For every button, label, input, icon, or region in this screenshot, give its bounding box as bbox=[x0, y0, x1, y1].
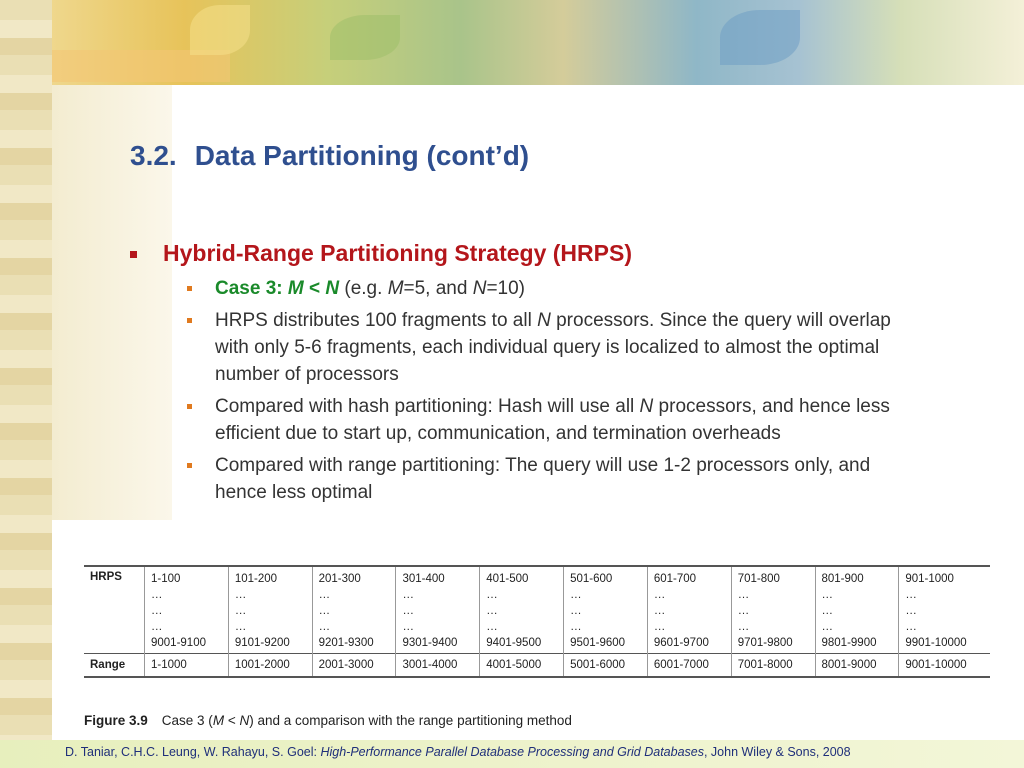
partition-table bbox=[84, 565, 990, 678]
hrps-fragment: … bbox=[905, 621, 917, 633]
hrps-fragment: 1-100 bbox=[151, 573, 181, 585]
var-n: N bbox=[325, 278, 340, 299]
hrps-fragment: 901-1000 bbox=[905, 573, 954, 585]
range-cell: 1001-2000 bbox=[228, 654, 312, 678]
sub-bullet-hash-comparison bbox=[130, 393, 915, 447]
range-cell: 6001-7000 bbox=[647, 654, 731, 678]
hrps-fragment: … bbox=[821, 589, 833, 601]
bullet-square-icon bbox=[130, 251, 137, 258]
left-decoration bbox=[0, 0, 52, 740]
hrps-fragment: … bbox=[151, 621, 163, 633]
range-cell: 8001-9000 bbox=[815, 654, 899, 678]
bullet-text: Compared with range partitioning: The query will use 1-2 processors only, and hence less optimal bbox=[215, 455, 871, 503]
bullet-text: processors, and hence less efficient due to start up, communication, and termination overheads bbox=[215, 396, 890, 444]
hrps-fragment: 101-200 bbox=[234, 573, 278, 585]
caption-text: ) and a comparison with the range partitioning method bbox=[249, 713, 572, 728]
caption-label: Figure 3.9 bbox=[84, 713, 148, 728]
range-row bbox=[84, 654, 990, 678]
hrps-fragment: … bbox=[905, 605, 917, 617]
hrps-fragment: 9201-9300 bbox=[318, 637, 374, 649]
range-cell: 2001-3000 bbox=[312, 654, 396, 678]
case-text: (e.g. bbox=[339, 278, 388, 299]
hrps-fragment: … bbox=[570, 605, 582, 617]
hrps-fragment: 501-600 bbox=[570, 573, 613, 585]
less-than: < bbox=[303, 278, 326, 299]
footer-publisher: , John Wiley & Sons, 2008 bbox=[703, 745, 851, 759]
range-cell: 5001-6000 bbox=[564, 654, 648, 678]
hrps-cell bbox=[312, 566, 396, 654]
hrps-fragment: 401-500 bbox=[486, 573, 529, 585]
row-header-range: Range bbox=[84, 654, 145, 678]
footer-authors: D. Taniar, C.H.C. Leung, W. Rahayu, S. Goel: bbox=[65, 745, 321, 759]
hrps-fragment: 701-800 bbox=[737, 573, 780, 585]
hrps-fragment: 9801-9900 bbox=[821, 637, 877, 649]
hrps-cell bbox=[647, 566, 731, 654]
bullet-text: HRPS distributes 100 fragments to all bbox=[215, 310, 538, 331]
leaf-shape bbox=[720, 10, 800, 65]
hrps-fragment: 9001-9100 bbox=[151, 637, 206, 649]
hrps-fragment: 9501-9600 bbox=[570, 637, 626, 649]
hrps-fragment: … bbox=[234, 621, 247, 633]
bullet-hrps-text: Hybrid-Range Partitioning Strategy (HRPS) bbox=[163, 240, 632, 266]
footer-book: High-Performance Parallel Database Processing and Grid Databases bbox=[320, 745, 704, 759]
sub-bullet-case3 bbox=[130, 275, 915, 302]
hrps-fragment: … bbox=[234, 589, 247, 601]
hrps-fragment: 9401-9500 bbox=[486, 637, 542, 649]
var-m: M bbox=[387, 278, 404, 299]
title-text: Data Partitioning (cont’d) bbox=[194, 140, 530, 171]
hrps-fragment: … bbox=[318, 605, 331, 617]
hrps-fragment: … bbox=[737, 605, 750, 617]
sub-bullet-hrps-distribution bbox=[130, 307, 915, 388]
hrps-fragment: … bbox=[737, 589, 750, 601]
hrps-fragment: … bbox=[821, 605, 833, 617]
figure-table bbox=[84, 565, 990, 695]
hrps-fragment: 9601-9700 bbox=[653, 637, 709, 649]
leaf-shape bbox=[330, 15, 400, 60]
hrps-cell bbox=[396, 566, 480, 654]
range-cell: 3001-4000 bbox=[396, 654, 480, 678]
footer-citation bbox=[65, 745, 851, 759]
less-than: < bbox=[224, 713, 240, 728]
bullet-text: Compared with hash partitioning: Hash will use all bbox=[215, 396, 640, 417]
hrps-fragment: … bbox=[653, 589, 666, 601]
case-text: =5, and bbox=[403, 278, 473, 299]
range-cell: 1-1000 bbox=[145, 654, 229, 678]
hrps-fragment: … bbox=[234, 605, 247, 617]
slide-content bbox=[130, 240, 930, 511]
hrps-fragment: … bbox=[653, 605, 666, 617]
hrps-fragment: … bbox=[318, 621, 331, 633]
hrps-fragment: 201-300 bbox=[318, 573, 361, 585]
range-cell: 7001-8000 bbox=[731, 654, 815, 678]
hrps-fragment: … bbox=[570, 621, 582, 633]
leaf-shape bbox=[190, 5, 250, 55]
hrps-fragment: … bbox=[486, 605, 498, 617]
hrps-fragment: … bbox=[151, 589, 163, 601]
hrps-fragment: … bbox=[821, 621, 833, 633]
sub-bullet-range-comparison bbox=[130, 452, 915, 506]
bullet-square-icon bbox=[187, 404, 192, 409]
header-decoration bbox=[0, 0, 1024, 85]
figure-caption bbox=[84, 713, 572, 728]
range-cell: 4001-5000 bbox=[480, 654, 564, 678]
hrps-cell bbox=[480, 566, 564, 654]
hrps-fragment: … bbox=[486, 621, 498, 633]
bullet-square-icon bbox=[187, 463, 192, 468]
hrps-cell bbox=[731, 566, 815, 654]
hrps-fragment: 801-900 bbox=[821, 573, 864, 585]
bullet-square-icon bbox=[187, 286, 192, 291]
hrps-fragment: … bbox=[653, 621, 666, 633]
title-number: 3.2. bbox=[130, 140, 177, 171]
hrps-fragment: … bbox=[905, 589, 917, 601]
bullet-square-icon bbox=[187, 318, 192, 323]
hrps-fragment: … bbox=[151, 605, 163, 617]
hrps-cell bbox=[145, 566, 229, 654]
caption-text: Case 3 ( bbox=[161, 713, 213, 728]
var-n: N bbox=[239, 713, 250, 728]
hrps-fragment: 601-700 bbox=[653, 573, 697, 585]
bullet-text: processors. Since the query will overlap with only 5-6 fragments, each individual query is localized to almost the optimal number of processors bbox=[215, 310, 891, 385]
range-cell: 9001-10000 bbox=[899, 654, 990, 678]
var-m: M bbox=[287, 278, 304, 299]
hrps-cell bbox=[899, 566, 990, 654]
case-text: =10) bbox=[486, 278, 526, 299]
var-m: M bbox=[212, 713, 225, 728]
bullet-hrps bbox=[130, 240, 930, 267]
hrps-fragment: … bbox=[402, 605, 414, 617]
slide-title bbox=[130, 140, 529, 172]
hrps-fragment: 9701-9800 bbox=[737, 637, 793, 649]
hrps-fragment: 9901-10000 bbox=[905, 637, 967, 649]
hrps-fragment: … bbox=[737, 621, 750, 633]
hrps-fragment: 9101-9200 bbox=[234, 637, 290, 649]
hrps-cell bbox=[228, 566, 312, 654]
var-n: N bbox=[472, 278, 487, 299]
case-label: Case 3: bbox=[215, 278, 283, 299]
hrps-fragment: … bbox=[402, 621, 414, 633]
row-header-hrps: HRPS bbox=[84, 566, 145, 654]
hrps-fragment: … bbox=[402, 589, 414, 601]
hrps-row bbox=[84, 566, 990, 654]
hrps-cell bbox=[815, 566, 899, 654]
hrps-fragment: … bbox=[486, 589, 498, 601]
hrps-fragment: 9301-9400 bbox=[402, 637, 458, 649]
hrps-cell bbox=[564, 566, 648, 654]
var-n: N bbox=[537, 310, 551, 331]
hrps-fragment: 301-400 bbox=[402, 573, 445, 585]
hrps-fragment: … bbox=[318, 589, 331, 601]
var-n: N bbox=[639, 396, 654, 417]
hrps-fragment: … bbox=[570, 589, 582, 601]
